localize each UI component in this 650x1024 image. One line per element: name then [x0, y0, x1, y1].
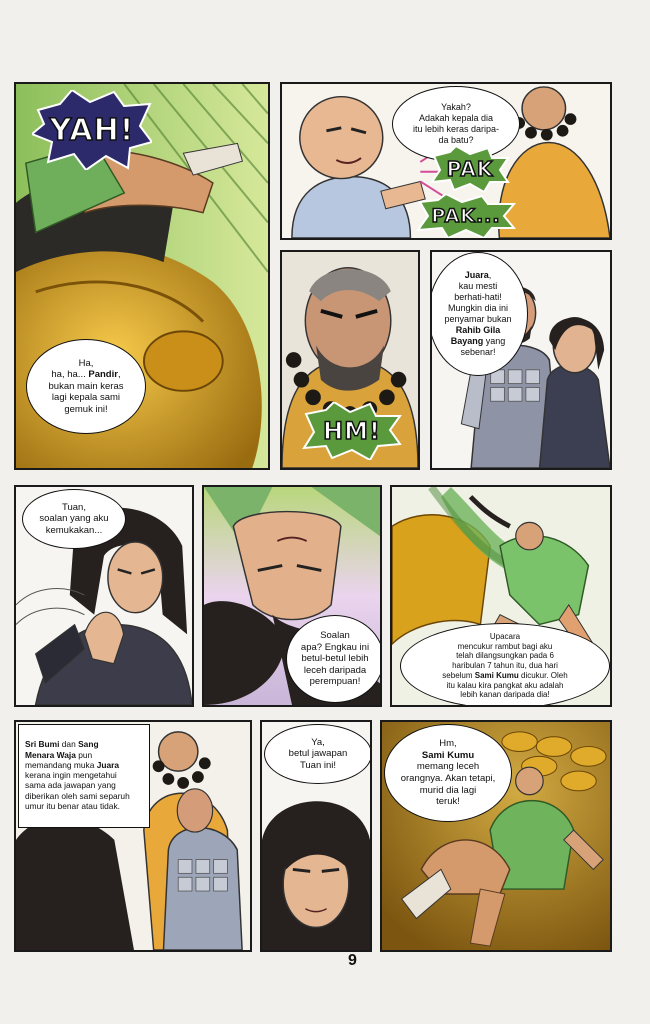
- sfx-yah: YAH!: [32, 90, 152, 170]
- speech-bubble: Yakah? Adakah kepala dia itu lebih keras daripa- da batu?: [392, 86, 520, 162]
- speech-bubble: Soalan apa? Engkau ini betul-betul lebih leceh daripada perempuan!: [286, 615, 382, 703]
- page-number: 9: [348, 952, 357, 969]
- speech-bubble: Hm, Sami Kumu memang leceh orangnya. Akan tetapi, murid dia lagi teruk!: [384, 724, 512, 822]
- speech-bubble: Ya, betul jawapan Tuan ini!: [264, 724, 372, 784]
- panel-1: [14, 82, 270, 470]
- panel-10: [380, 720, 612, 952]
- sfx-pak: PAK: [430, 146, 510, 192]
- sfx-hm: HM!: [302, 402, 402, 460]
- panel-3: [280, 250, 420, 470]
- speech-bubble: Upacara mencukur rambut bagi aku telah dilangsungkan pada 6 haribulan 7 tahun itu, dua hari sebelum Sami Kumu dicukur. Oleh itu kalau kira pangkat aku adalah lebih kanan daripada dia!: [400, 623, 610, 707]
- panel-8: [14, 720, 252, 952]
- speech-bubble: Ha, ha, ha... Pandir, bukan main keras lagi kepala sami gemuk ini!: [26, 339, 146, 434]
- speech-bubble: Tuan, soalan yang aku kemukakan...: [22, 489, 126, 549]
- sfx-pak-dots: PAK...: [416, 194, 516, 238]
- narration-caption: Sri Bumi dan Sang Menara Waja pun memandang muka Juara kerana ingin mengetahui sama ada jawapan yang diberikan oleh sami separuh umur itu benar atau tidak.: [18, 724, 150, 828]
- panel-2: [280, 82, 612, 240]
- speech-bubble: Juara, kau mesti berhati-hati! Mungkin dia ini penyamar bukan Rahib Gila Bayang yang sebenar!: [430, 252, 528, 376]
- panel-4: [430, 250, 612, 470]
- panel-9: [260, 720, 372, 952]
- panel-5: [14, 485, 194, 707]
- panel-6: [202, 485, 382, 707]
- panel-7: [390, 485, 612, 707]
